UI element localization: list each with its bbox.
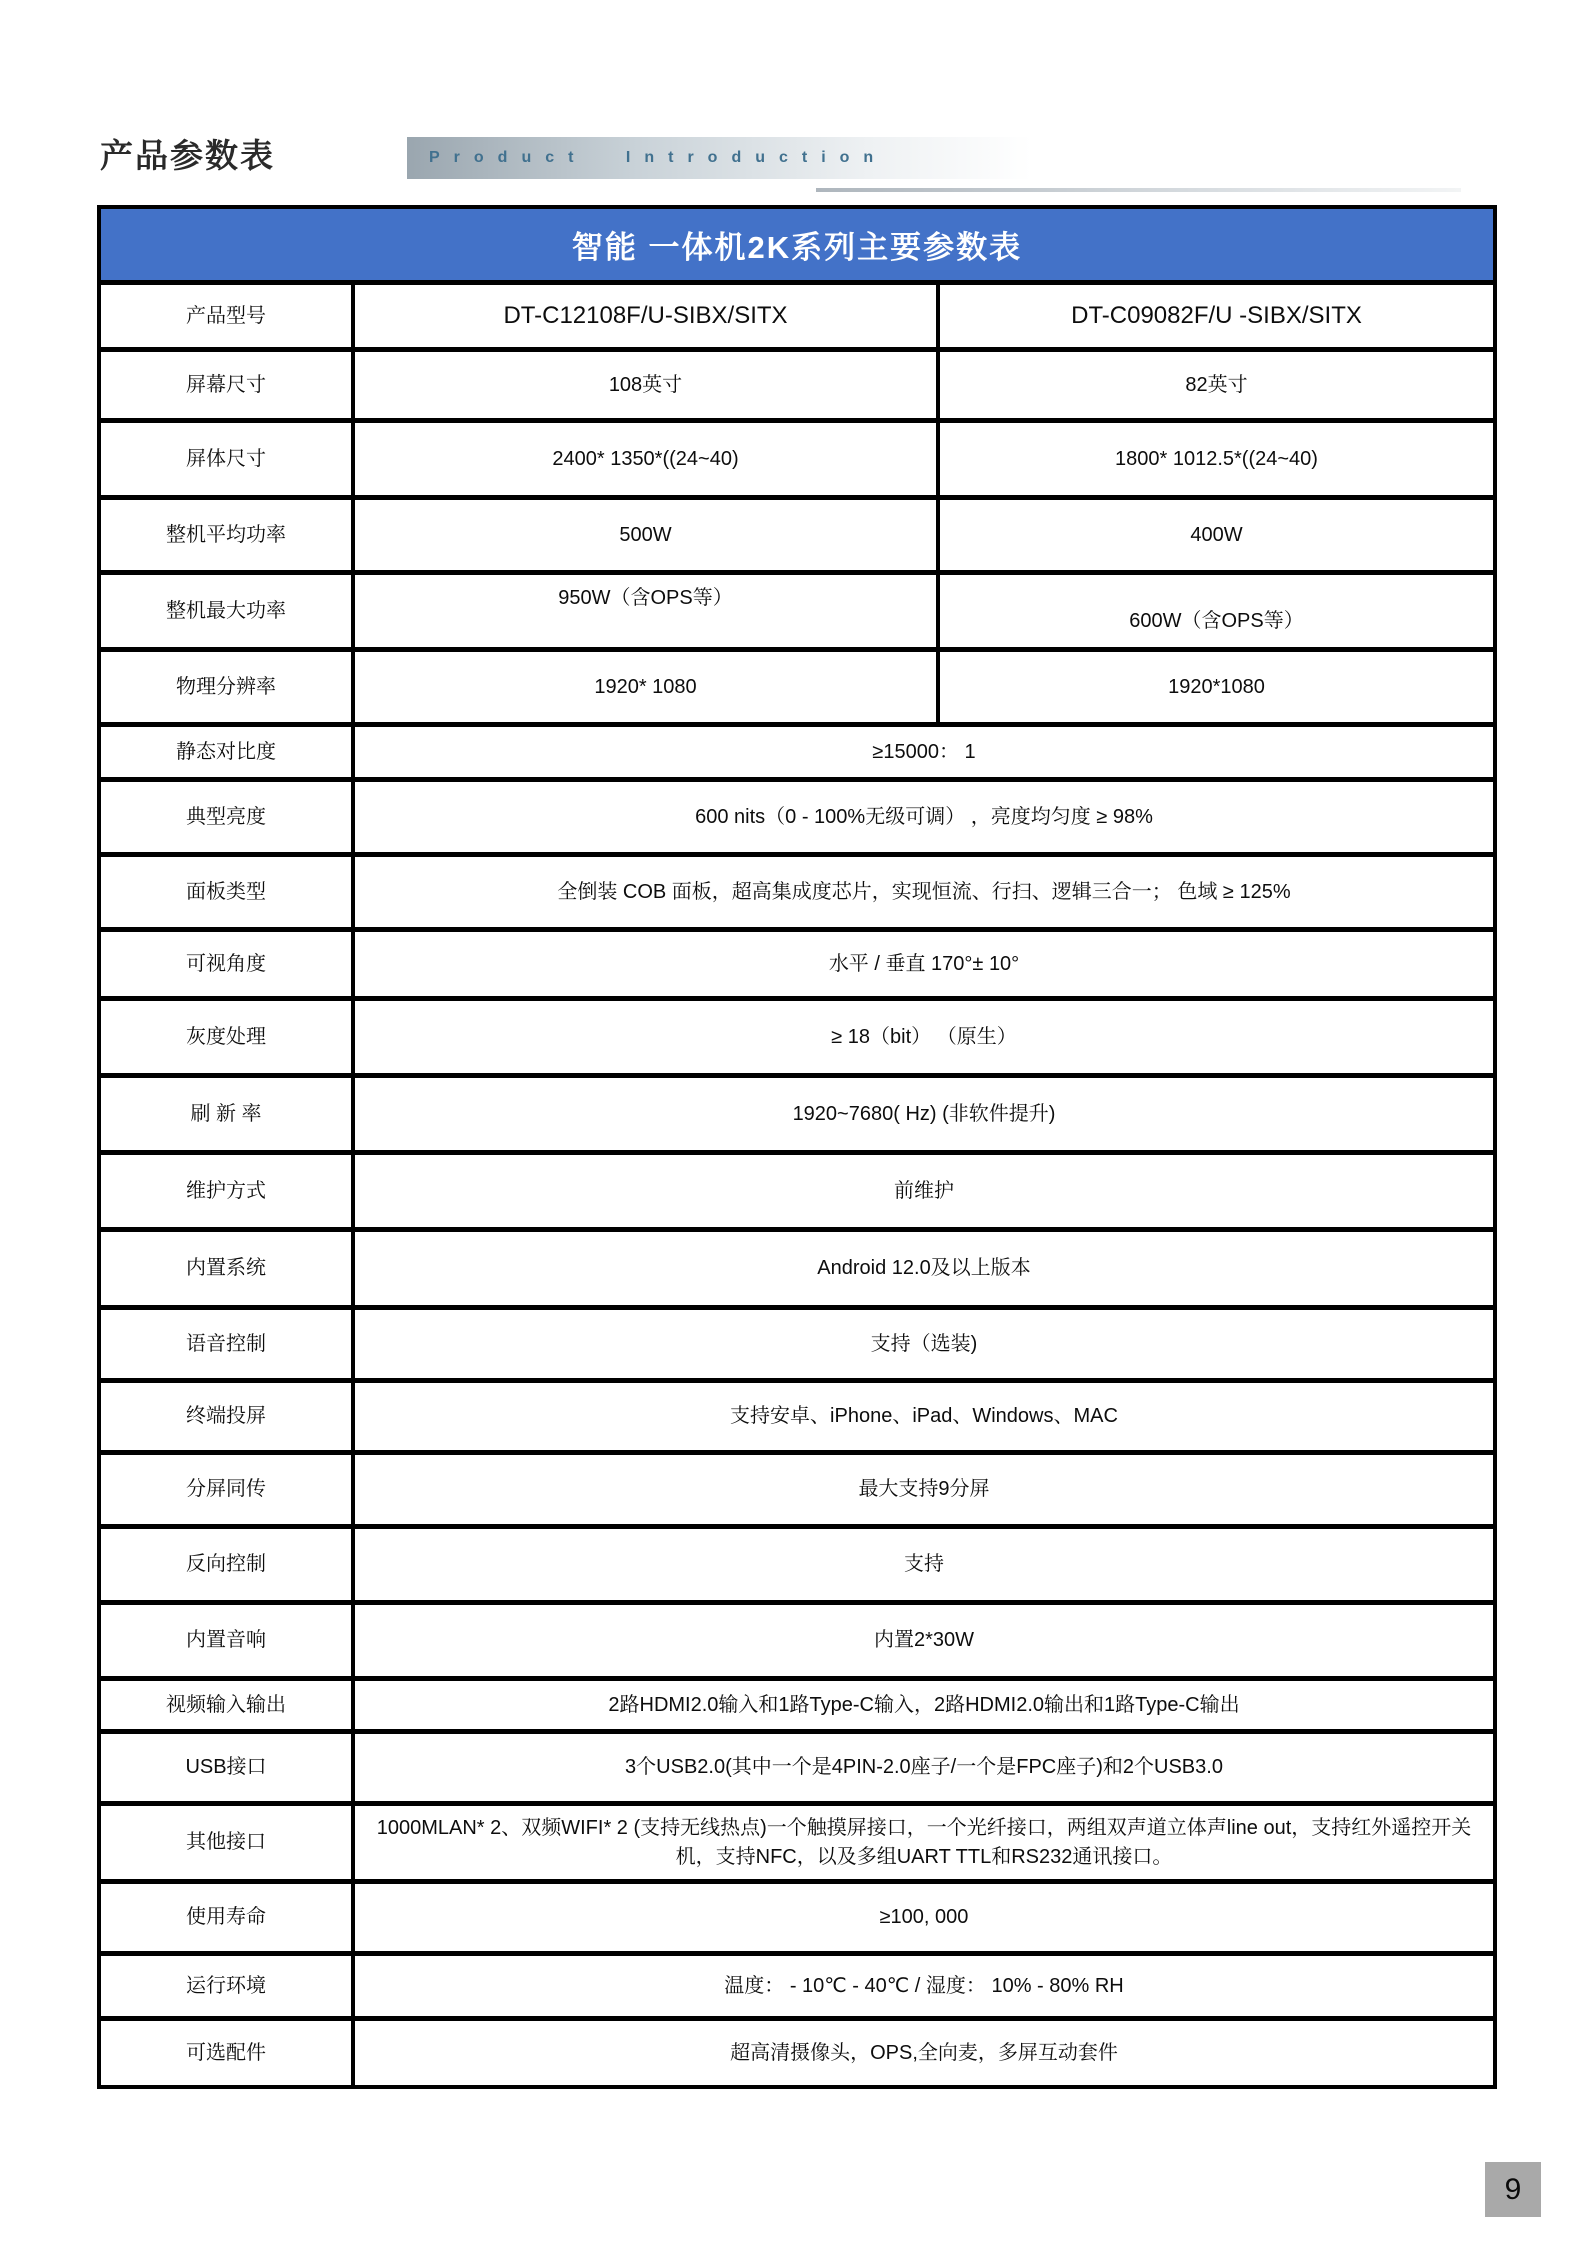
- row-label: 典型亮度: [101, 782, 355, 852]
- row-label: 分屏同传: [101, 1455, 355, 1524]
- row-label: 内置系统: [101, 1232, 355, 1305]
- table-row-other-ports: [101, 1801, 1493, 1879]
- subtitle-gradient-bar: [407, 137, 1065, 179]
- row-label: 屏体尺寸: [101, 423, 355, 495]
- row-label: 内置音响: [101, 1605, 355, 1676]
- row-value: 支持（选装): [870, 1332, 978, 1355]
- row-value: 水平 / 垂直 170°± 10°: [828, 952, 1020, 975]
- row-value-col1: 950W（含OPS等）: [355, 575, 940, 647]
- row-value-col1: DT-C12108F/U-SIBX/SITX: [355, 285, 940, 347]
- row-label: 反向控制: [101, 1529, 355, 1600]
- table-row-voice-control: [101, 1305, 1493, 1378]
- table-row-panel-dimensions: [101, 418, 1493, 495]
- table-row-os: [101, 1227, 1493, 1305]
- row-label: 其他接口: [101, 1806, 355, 1879]
- row-label: USB接口: [101, 1734, 355, 1801]
- row-label: 刷 新 率: [101, 1078, 355, 1150]
- table-row-resolution: [101, 647, 1493, 722]
- row-label: 静态对比度: [101, 727, 355, 777]
- row-value: 最大支持9分屏: [858, 1478, 990, 1500]
- table-row-refresh-rate: [101, 1073, 1493, 1150]
- row-label: 运行环境: [101, 1956, 355, 2016]
- row-label: 维护方式: [101, 1155, 355, 1227]
- row-value-col1: 500W: [355, 500, 940, 570]
- table-row-lifespan: [101, 1879, 1493, 1951]
- table-row-panel-type: [101, 852, 1493, 927]
- row-value: 全倒装 COB 面板，超高集成度芯片，实现恒流、行扫、逻辑三合一； 色域 ≥ 125%: [557, 880, 1291, 903]
- row-label: 可选配件: [101, 2021, 355, 2085]
- row-value-col1: 2400* 1350*((24~40): [355, 423, 940, 495]
- row-label: 物理分辨率: [101, 652, 355, 722]
- table-row-video-io: [101, 1676, 1493, 1729]
- table-row-usb-ports: [101, 1729, 1493, 1801]
- row-label: 视频输入输出: [101, 1681, 355, 1729]
- row-label: 整机平均功率: [101, 500, 355, 570]
- table-row-viewing-angle: [101, 927, 1493, 996]
- decorative-rule: [816, 188, 1461, 192]
- row-value-col2: 82英寸: [1185, 373, 1248, 396]
- row-label: 产品型号: [101, 285, 355, 347]
- row-value: ≥15000： 1: [872, 740, 976, 763]
- row-label: 整机最大功率: [101, 575, 355, 647]
- table-row-product-model: [101, 280, 1493, 347]
- row-value: 1000MLAN* 2、双频WIFI* 2 (支持无线热点)一个触摸屏接口，一个光纤接口，两组双声道立体声line out，支持红外遥控开关机，支持NFC，以及多组UART TTL和RS232通讯接口。: [376, 1816, 1472, 1868]
- row-value: 支持安卓、iPhone、iPad、Windows、MAC: [730, 1405, 1118, 1427]
- row-value-col2: 1800* 1012.5*((24~40): [1115, 447, 1318, 470]
- table-row-contrast: [101, 722, 1493, 777]
- row-value-col1: 108英寸: [355, 352, 940, 418]
- table-row-average-power: [101, 495, 1493, 570]
- row-value: 内置2*30W: [873, 1629, 975, 1651]
- spec-table: [97, 205, 1497, 2089]
- row-value: 前维护: [894, 1179, 954, 1202]
- table-title: 智能 一体机2K系列主要参数表: [101, 209, 1493, 280]
- row-value: ≥ 18（bit） （原生）: [831, 1025, 1017, 1048]
- row-value: 3个USB2.0(其中一个是4PIN-2.0座子/一个是FPC座子)和2个USB3.0: [625, 1756, 1223, 1778]
- row-value: 2路HDMI2.0输入和1路Type-C输入，2路HDMI2.0输出和1路Type-C输出: [608, 1693, 1240, 1716]
- table-row-grayscale: [101, 996, 1493, 1073]
- row-value-col2: 1920*1080: [1168, 675, 1265, 698]
- row-value-col1: 1920* 1080: [355, 652, 940, 722]
- page-subtitle: Product Introduction: [429, 149, 888, 166]
- row-label: 可视角度: [101, 932, 355, 996]
- row-value: 超高清摄像头，OPS,全向麦，多屏互动套件: [730, 2041, 1118, 2064]
- row-label: 语音控制: [101, 1310, 355, 1378]
- table-row-max-power: [101, 570, 1493, 647]
- row-label: 面板类型: [101, 857, 355, 927]
- table-row-screen-casting: [101, 1378, 1493, 1450]
- row-label: 屏幕尺寸: [101, 352, 355, 418]
- row-value: 温度： - 10℃ - 40℃ / 湿度： 10% - 80% RH: [724, 1974, 1124, 1997]
- page-title: 产品参数表: [100, 137, 275, 174]
- table-row-brightness: [101, 777, 1493, 852]
- table-row-split-screen: [101, 1450, 1493, 1524]
- table-row-speakers: [101, 1600, 1493, 1676]
- row-value: Android 12.0及以上版本: [817, 1257, 1031, 1279]
- row-label: 灰度处理: [101, 1001, 355, 1073]
- row-value-col2: 400W: [1190, 523, 1243, 546]
- table-row-reverse-control: [101, 1524, 1493, 1600]
- row-value-col2: DT-C09082F/U -SIBX/SITX: [1071, 301, 1362, 329]
- table-row-screen-size: [101, 347, 1493, 418]
- row-label: 终端投屏: [101, 1383, 355, 1450]
- table-row-optional-accessories: [101, 2016, 1493, 2085]
- row-value: 1920~7680( Hz) (非软件提升): [792, 1102, 1056, 1125]
- table-row-operating-environment: [101, 1951, 1493, 2016]
- row-value: 支持: [904, 1553, 944, 1575]
- table-row-maintenance: [101, 1150, 1493, 1227]
- row-value-col2: 600W（含OPS等）: [1129, 609, 1304, 632]
- page-number-badge: 9: [1485, 2162, 1541, 2217]
- row-label: 使用寿命: [101, 1884, 355, 1951]
- row-value: ≥100, 000: [879, 1906, 969, 1928]
- row-value: 600 nits（0 - 100%无级可调） ，亮度均匀度 ≥ 98%: [695, 805, 1153, 828]
